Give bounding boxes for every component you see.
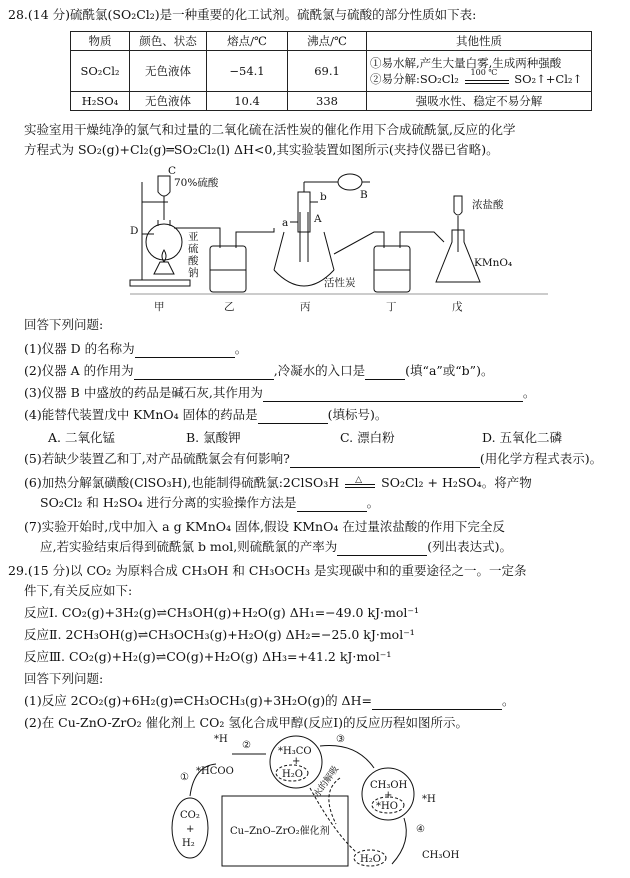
label-ho: *HO — [376, 801, 398, 812]
label-hcoo: *HCOO — [196, 766, 234, 777]
label-h3co: *H₃CO — [278, 746, 312, 757]
q28-question-3: (3)仪器 B 中盛放的药品是碱石灰,其作用为 。 — [24, 385, 536, 400]
step-1: ① — [180, 772, 189, 783]
separatory-funnel — [454, 196, 462, 215]
cell-bp: 338 — [288, 92, 367, 111]
label-yi: 乙 — [224, 301, 235, 313]
properties-table — [70, 31, 592, 111]
mechanism-diagram — [160, 732, 480, 876]
answer-blank-7[interactable] — [337, 541, 427, 556]
note2-post: SO₂↑+Cl₂↑ — [514, 72, 583, 86]
label-c: C — [168, 165, 177, 177]
label-plus-2: + — [384, 790, 393, 801]
round-bottom-flask — [146, 224, 182, 260]
header-color-state: 颜色、状态 — [130, 32, 207, 51]
label-b-lower: b — [320, 191, 327, 203]
step-3: ③ — [336, 734, 345, 745]
reaction-3: 反应Ⅲ. CO₂(g)+H₂(g)⇌CO(g)+H₂O(g) ΔH₃=+41.2 kJ·mol⁻¹ — [24, 649, 392, 664]
q29-question-2: (2)在 Cu-ZnO-ZrO₂ 催化剂上 CO₂ 氢化合成甲醇(反应Ⅰ)的反应历程如图所示。 — [24, 715, 469, 730]
label-star-h-right: *H — [422, 794, 436, 805]
cell-color-state: 无色液体 — [130, 51, 207, 92]
condition-label: 100 ℃ — [470, 68, 498, 77]
label-co2: CO₂ — [180, 810, 200, 821]
label-b-upper: B — [360, 189, 368, 201]
q28-question-7-cont: 应,若实验结束后得到硫酰氯 b mol,则硫酰氯的产率为 (列出表达式)。 — [40, 539, 513, 554]
star-h-top: *H — [214, 734, 228, 745]
q28-question-4: (4)能替代装置戊中 KMnO₄ 固体的药品是 (填标号)。 — [24, 407, 388, 422]
label-bing: 丙 — [300, 301, 311, 313]
cell-other: 强吸水性、稳定不易分解 — [367, 92, 592, 111]
option-a[interactable]: A. 二氧化锰 — [48, 430, 115, 445]
label-sulfite-2: 酸 — [188, 255, 199, 267]
label-plus-1: + — [292, 756, 301, 767]
answer-blank-2b[interactable] — [365, 365, 405, 380]
label-activated-carbon: 活性炭 — [324, 277, 356, 289]
stand-base — [130, 280, 190, 286]
cell-mp: 10.4 — [207, 92, 288, 111]
reaction-2: 反应Ⅱ. 2CH₃OH(g)⇌CH₃OCH₃(g)+H₂O(g) ΔH₂=−25.0 kJ·mol⁻¹ — [24, 627, 415, 642]
answer-blank-5[interactable] — [290, 453, 480, 468]
label-sulfite-1: 硫 — [188, 243, 199, 255]
table-header-row — [71, 32, 592, 51]
header-substance: 物质 — [71, 32, 130, 51]
label-water-release: 水的解吸 — [312, 764, 342, 800]
label-h2o-2: H₂O — [360, 854, 381, 865]
note-hydrolysis: ①易水解,产生大量白雾,生成两种强酸 — [370, 56, 562, 70]
label-sulfite-3: 钠 — [188, 267, 199, 279]
header-melting-point: 熔点/℃ — [207, 32, 288, 51]
dropping-funnel — [158, 176, 170, 196]
label-d: D — [130, 225, 139, 237]
q28-question-6-cont: SO₂Cl₂ 和 H₂SO₄ 进行分离的实验操作方法是 。 — [40, 495, 380, 510]
q28-question-1: (1)仪器 D 的名称为 。 — [24, 341, 248, 356]
q28-ask: 回答下列问题: — [24, 317, 104, 332]
cell-other — [367, 51, 592, 92]
arrow-3 — [320, 745, 374, 768]
answer-blank-29-1[interactable] — [372, 695, 502, 710]
q28-question-5: (5)若缺少装置乙和丁,对产品硫酰氯会有何影响? (用化学方程式表示)。 — [24, 451, 603, 466]
q28-question-2: (2)仪器 A 的作用为 ,冷凝水的入口是 (填“a”或“b”)。 — [24, 363, 494, 378]
option-c[interactable]: C. 漂白粉 — [340, 430, 395, 445]
answer-blank-1[interactable] — [135, 343, 235, 358]
q29-intro-2: 件下,有关反应如下: — [24, 583, 133, 598]
note2-pre: ②易分解:SO₂Cl₂ — [370, 72, 459, 86]
table-row-so2cl2 — [71, 51, 592, 92]
cell-substance: H₂SO₄ — [71, 92, 130, 111]
step-2: ② — [242, 740, 251, 751]
alcohol-lamp — [154, 262, 174, 274]
q29-question-1: (1)反应 2CO₂(g)+6H₂(g)⇌CH₃OCH₃(g)+3H₂O(g)的 ΔH= 。 — [24, 693, 515, 708]
q28-question-6: (6)加热分解氯磺酸(ClSO₃H),也能制得硫酰氯:2ClSO₃H △ SO₂Cl₂ + H₂SO₄。将产物 — [24, 474, 532, 490]
label-wu: 戊 — [452, 301, 463, 313]
step-4: ④ — [416, 824, 425, 835]
label-h2: H₂ — [182, 838, 195, 849]
header-boiling-point: 沸点/℃ — [288, 32, 367, 51]
apparatus-diagram — [124, 162, 554, 322]
cell-bp: 69.1 — [288, 51, 367, 92]
reaction-1: 反应Ⅰ. CO₂(g)+3H₂(g)⇌CH₃OH(g)+H₂O(g) ΔH₁=−49.0 kJ·mol⁻¹ — [24, 605, 420, 620]
drying-tube-b — [338, 174, 362, 190]
answer-blank-3[interactable] — [263, 387, 523, 402]
q29-ask: 回答下列问题: — [24, 671, 104, 686]
label-conc-hcl: 浓盐酸 — [472, 199, 504, 211]
heat-arrow: △ — [343, 477, 377, 491]
q28-paragraph-2: 方程式为 SO₂(g)+Cl₂(g)═SO₂Cl₂(l) ΔH<0,其实验装置如图所示(夹持仪器已省略)。 — [24, 142, 499, 157]
condition-arrow — [463, 68, 511, 87]
label-ch3oh: CH₃OH — [370, 780, 408, 791]
table-row-h2so4 — [71, 92, 592, 111]
label-product: CH₃OH — [422, 850, 460, 861]
note-decomposition — [370, 68, 588, 87]
arrow-4 — [392, 818, 406, 864]
label-ding: 丁 — [386, 301, 397, 313]
label-catalyst: Cu–ZnO–ZrO₂催化剂 — [230, 826, 330, 837]
label-h2o-1: H₂O — [282, 769, 303, 780]
label-a-lower: a — [282, 217, 289, 229]
cell-color-state: 无色液体 — [130, 92, 207, 111]
wash-bottle-yi — [210, 246, 246, 292]
option-b[interactable]: B. 氯酸钾 — [186, 430, 241, 445]
cell-mp: −54.1 — [207, 51, 288, 92]
answer-blank-4[interactable] — [258, 409, 328, 424]
wash-bottle-ding — [374, 246, 410, 292]
label-plus-3: + — [186, 824, 195, 835]
q29-intro-1: 29.(15 分)以 CO₂ 为原料合成 CH₃OH 和 CH₃OCH₃ 是实现碳中和的重要途径之一。一定条 — [8, 563, 527, 578]
answer-blank-2a[interactable] — [134, 365, 274, 380]
header-other-properties: 其他性质 — [367, 32, 592, 51]
label-sulfite-0: 亚 — [188, 231, 199, 243]
answer-blank-6[interactable] — [297, 497, 367, 512]
option-d[interactable]: D. 五氧化二磷 — [482, 430, 563, 445]
q28-intro: 28.(14 分)硫酰氯(SO₂Cl₂)是一种重要的化工试剂。硫酰氯与硫酸的部分性质如下表: — [8, 7, 477, 22]
cell-substance: SO₂Cl₂ — [71, 51, 130, 92]
q28-paragraph-1: 实验室用干燥纯净的氯气和过量的二氧化硫在活性炭的催化作用下合成硫酰氯,反应的化学 — [24, 122, 516, 137]
label-70-acid: 70%硫酸 — [174, 177, 219, 189]
label-a-upper: A — [314, 213, 322, 225]
label-jia: 甲 — [154, 301, 165, 313]
q28-question-7: (7)实验开始时,戊中加入 a g KMnO₄ 固体,假设 KMnO₄ 在过量浓盐酸的作用下完全反 — [24, 519, 505, 534]
label-kmno4: KMnO₄ — [474, 257, 513, 269]
